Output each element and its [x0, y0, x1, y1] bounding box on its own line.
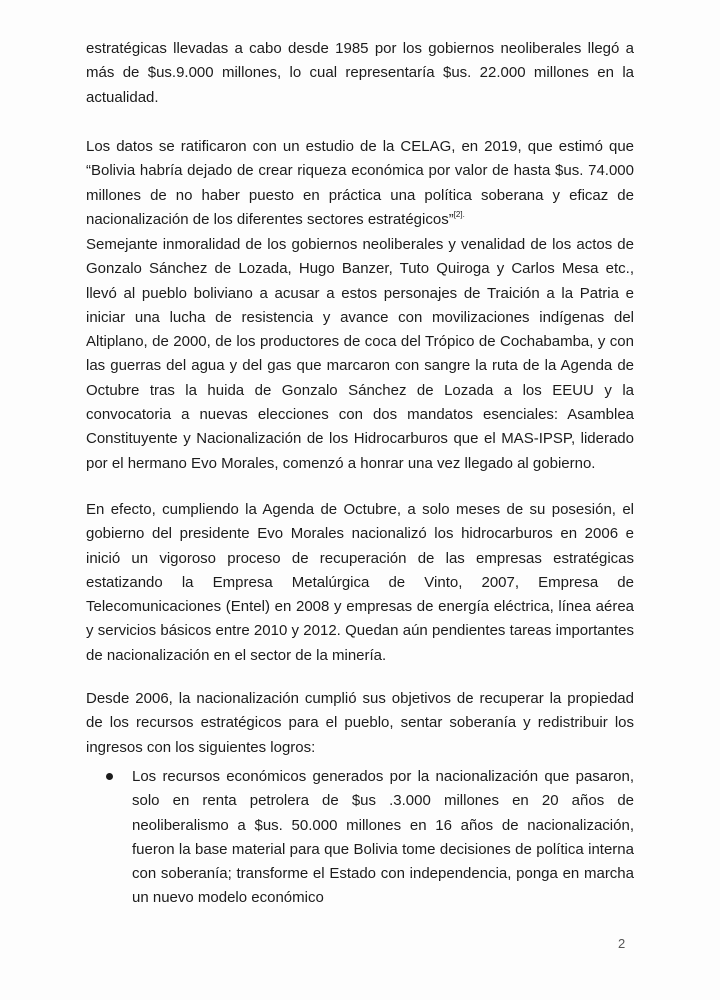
bullet-icon: [106, 773, 113, 780]
footnote-reference: [2].: [453, 209, 465, 219]
paragraph-2: [86, 135, 634, 232]
paragraph-5: Desde 2006, la nacionalización cumplió sus objetivos de recuperar la propiedad de los recursos estratégicos para el pueblo, sentar soberanía y redistribuir los ingresos con los siguientes logros:: [86, 690, 634, 756]
paragraph-4: En efecto, cumpliendo la Agenda de Octubre, a solo meses de su posesión, el gobierno del presidente Evo Morales nacionalizó los hidrocarburos en 2006 e inició un vigoroso proceso de recuperación de las empresas estratégicas estatizando la Empresa Metalúrgica de Vinto, 2007, Empresa de Telecomunicaciones (Entel) en 2008 y empresas de energía eléctrica, línea aérea y servicios básicos entre 2010 y 2012. Quedan aún pendientes tareas importantes de nacionalización en el sector de la minería.: [86, 501, 634, 664]
list-item-text: Los recursos económicos generados por la nacionalización que pasaron, solo en renta petrolera de $us .3.000 millones en 20 años de neoliberalismo a $us. 50.000 millones en 16 años de nacionalización, fueron la base material para que Bolivia tome decisiones de política interna con soberanía; transforme el Estado con independencia, ponga en marcha un nuevo modelo económico: [132, 768, 634, 907]
paragraph-3: Semejante inmoralidad de los gobiernos neoliberales y venalidad de los actos de Gonzalo Sánchez de Lozada, Hugo Banzer, Tuto Quiroga y Carlos Mesa etc., llevó al pueblo boliviano a acusar a estos personajes de Traición a la Patria e iniciar una lucha de resistencia y avance con movilizaciones indígenas del Altiplano, de 2000, de los productores de coca del Trópico de Cochabamba, y con las guerras del agua y del gas que marcaron con sangre la ruta de la Agenda de Octubre tras la huida de Gonzalo Sánchez de Lozada a los EEUU y la convocatoria a nuevas elecciones con dos mandatos esenciales: Asamblea Constituyente y Nacionalización de los Hidrocarburos que el MAS-IPSP, liderado por el hermano Evo Morales, comenzó a honrar una vez llegado al gobierno.: [86, 236, 634, 472]
list-item: [86, 765, 634, 911]
page-number: 2: [618, 936, 626, 951]
paragraph-2-text: Los datos se ratificaron con un estudio de la CELAG, en 2019, que estimó que “Bolivia habría dejado de crear riqueza económica por valor de hasta $us. 74.000 millones de no haber puesto en práctica una política soberana y eficaz de nacionalización de los diferentes sectores estratégicos”: [86, 138, 634, 228]
paragraph-1: estratégicas llevadas a cabo desde 1985 por los gobiernos neoliberales llegó a más de $us.9.000 millones, lo cual representaría $us. 22.000 millones en la actualidad.: [86, 40, 634, 106]
achievements-list: [86, 765, 634, 911]
